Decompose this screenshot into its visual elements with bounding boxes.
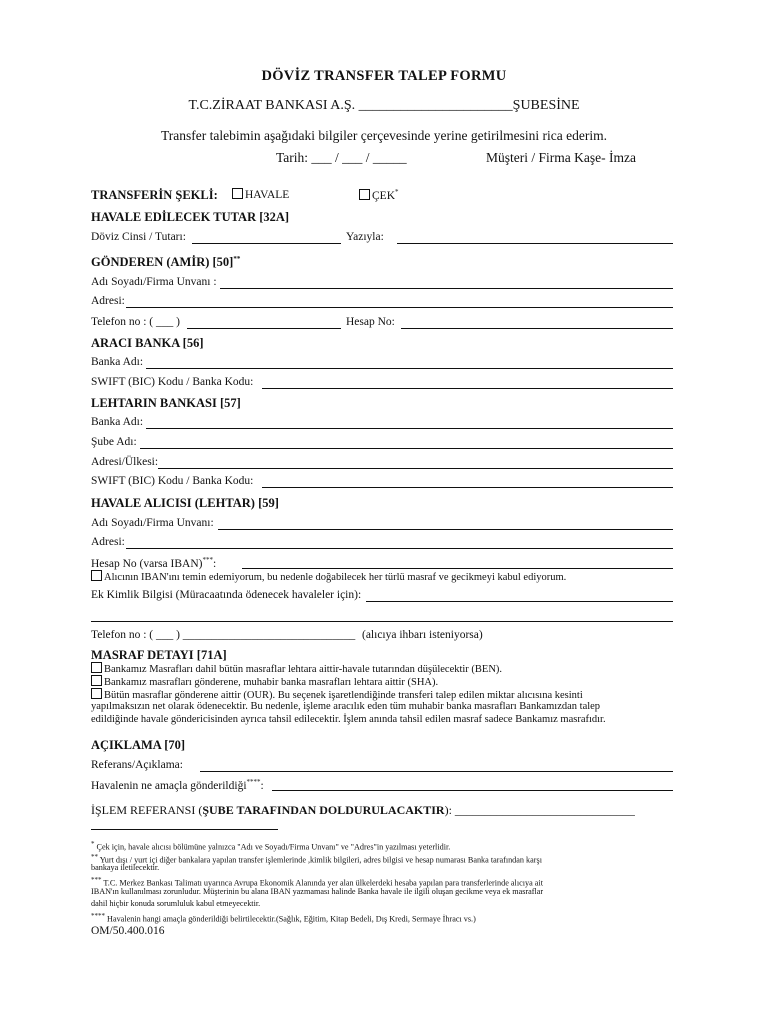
beneficiary-account-label: Hesap No (varsa IBAN)***: (91, 556, 217, 570)
intro-text: Transfer talebimin aşağıdaki bilgiler çerçevesinde yerine getirilmesini rica ederim. (161, 128, 607, 143)
extra-id-line-2[interactable] (91, 621, 673, 622)
beneficiary-name-line[interactable] (218, 529, 673, 530)
reference-label: Referans/Açıklama: (91, 759, 183, 771)
bank-branch-line: T.C.ZİRAAT BANKASI A.Ş. ______________________ŞUBESİNE (188, 98, 580, 113)
sender-name-line[interactable] (220, 288, 673, 289)
cek-option[interactable]: ÇEK* (359, 188, 399, 202)
sender-heading: GÖNDEREN (AMİR) [50]** (91, 255, 241, 270)
footnote-separator (91, 829, 278, 830)
words-input-line[interactable] (397, 243, 673, 244)
form-code: OM/50.400.016 (91, 925, 165, 937)
sha-checkbox[interactable] (91, 675, 102, 686)
extra-id-label: Ek Kimlik Bilgisi (Müracaatında ödenecek havaleler için): (91, 589, 362, 601)
iban-option[interactable]: Alıcının IBAN'ını temin edemiyorum, bu nedenle doğabilecek her türlü masraf ve gecikmeyi kabul ediyorum. (91, 570, 566, 583)
charges-our-text-2: yapılmaksızın net olarak ödenecektir. Bu nedenle, işleme aracılık eden tüm muhabir banka masrafları Bankamızdan talep (91, 701, 601, 712)
charges-heading: MASRAF DETAYI [71A] (91, 648, 227, 662)
beneficiary-phone-label[interactable]: Telefon no : ( ___ ) ______________________________ (91, 629, 356, 641)
footnote-4: **** Havalenin hangi amaçla gönderildiği belirtilecektir.(Sağlık, Eğitim, Kitap Bedeli, Dış Kredi, Sermaye İhracı vs.) (91, 912, 476, 924)
intermediary-swift-label: SWIFT (BIC) Kodu / Banka Kodu: (91, 376, 254, 388)
intermediary-swift-line[interactable] (262, 388, 673, 389)
sender-phone-label: Telefon no : ( ___ ) (91, 316, 180, 328)
sender-address-label: Adresi: (91, 295, 125, 307)
charges-our-option[interactable]: Bütün masraflar gönderene aittir (OUR). Bu seçenek işaretlendiğinde transferi talep edilen miktar alıcısına kesinti (91, 688, 583, 701)
footnote-3-cont-2: dahil hiçbir konuda sorumluluk kabul etmeyecektir. (91, 899, 261, 908)
amount-heading: HAVALE EDİLECEK TUTAR [32A] (91, 210, 290, 224)
our-checkbox[interactable] (91, 688, 102, 699)
charges-sha-option[interactable]: Bankamız masrafları gönderene, muhabir banka masrafları lehtara aittir (SHA). (91, 675, 438, 688)
purpose-label: Havalenin ne amaçla gönderildiği****: (91, 778, 264, 792)
beneficiary-branch-line[interactable] (140, 448, 673, 449)
beneficiary-name-label: Adı Soyadı/Firma Unvanı: (91, 517, 214, 529)
havale-checkbox[interactable] (232, 188, 243, 199)
currency-input-line[interactable] (192, 243, 341, 244)
intermediary-bank-label: Banka Adı: (91, 356, 144, 368)
havale-option[interactable]: HAVALE (232, 188, 289, 201)
beneficiary-swift-line[interactable] (262, 487, 673, 488)
beneficiary-bank-heading: LEHTARIN BANKASI [57] (91, 396, 241, 410)
sender-phone-line[interactable] (187, 328, 341, 329)
beneficiary-branch-label: Şube Adı: (91, 436, 137, 448)
beneficiary-swift-label: SWIFT (BIC) Kodu / Banka Kodu: (91, 475, 254, 487)
transfer-type-label: TRANSFERİN ŞEKLİ: (91, 188, 218, 202)
beneficiary-bank-label: Banka Adı: (91, 416, 144, 428)
purpose-line[interactable] (272, 790, 673, 791)
iban-checkbox[interactable] (91, 570, 102, 581)
sender-account-label: Hesap No: (346, 316, 395, 328)
beneficiary-address-line[interactable] (126, 548, 673, 549)
currency-label: Döviz Cinsi / Tutarı: (91, 231, 186, 243)
beneficiary-bank-line[interactable] (146, 428, 673, 429)
beneficiary-account-line[interactable] (242, 568, 673, 569)
explanation-heading: AÇIKLAMA [70] (91, 738, 186, 752)
signature-label: Müşteri / Firma Kaşe- İmza (486, 150, 636, 165)
footnote-2: ** Yurt dışı / yurt içi diğer bankalara yapılan transfer işlemlerinde ,kimlik bilgileri, adres bilgisi ve hesap numarası Banka tarafından karşı (91, 853, 542, 865)
beneficiary-country-line[interactable] (158, 468, 673, 469)
sender-name-label: Adı Soyadı/Firma Unvanı : (91, 276, 217, 288)
ben-checkbox[interactable] (91, 662, 102, 673)
beneficiary-address-label: Adresi: (91, 536, 125, 548)
beneficiary-heading: HAVALE ALICISI (LEHTAR) [59] (91, 496, 279, 510)
intermediary-bank-line[interactable] (146, 368, 673, 369)
reference-line[interactable] (200, 771, 673, 772)
footnote-3: *** T.C. Merkez Bankası Talimatı uyarınca Avrupa Ekonomik Alanında yer alan ülkelerdeki hesaba yapılan para transferlerinde alıcıya ait (91, 876, 543, 888)
footnote-2-cont: bankaya iletilecektir. (91, 863, 160, 872)
footnote-1: * Çek için, havale alıcısı bölümüne yalnızca "Adı ve Soyadı/Firma Unvanı" ve "Adres"in yazılması yeterlidir. (91, 840, 451, 852)
footnote-3-cont: IBAN'ın kullanılması zorunludur. Müşterinin bu alana IBAN yazmaması halinde Banka havale ile ilgili oluşan gecikme veya ek masraflar (91, 887, 544, 896)
extra-id-line[interactable] (366, 601, 673, 602)
phone-note: (alıcıya ihbarı isteniyorsa) (362, 629, 483, 641)
form-title: DÖVİZ TRANSFER TALEP FORMU (261, 68, 507, 84)
intermediary-heading: ARACI BANKA [56] (91, 336, 204, 350)
date-field[interactable]: Tarih: ___ / ___ / _____ (276, 150, 407, 165)
charges-ben-option[interactable]: Bankamız Masrafları dahil bütün masraflar lehtara aittir-havale tutarından düşülecektir (BEN). (91, 662, 502, 675)
sender-account-line[interactable] (401, 328, 673, 329)
sender-address-line[interactable] (126, 307, 673, 308)
words-label: Yazıyla: (346, 231, 384, 243)
charges-our-text-3: edildiğinde havale göndericisinden ayrıca tahsil edilecektir. İşlem anında tahsil edilen masraf sadece Bankamız masrafıdır. (91, 714, 606, 725)
cek-checkbox[interactable] (359, 189, 370, 200)
beneficiary-country-label: Adresi/Ülkesi: (91, 456, 159, 468)
operation-reference[interactable]: İŞLEM REFERANSI (ŞUBE TARAFINDAN DOLDURULACAKTIR): ______________________________ (91, 803, 635, 817)
